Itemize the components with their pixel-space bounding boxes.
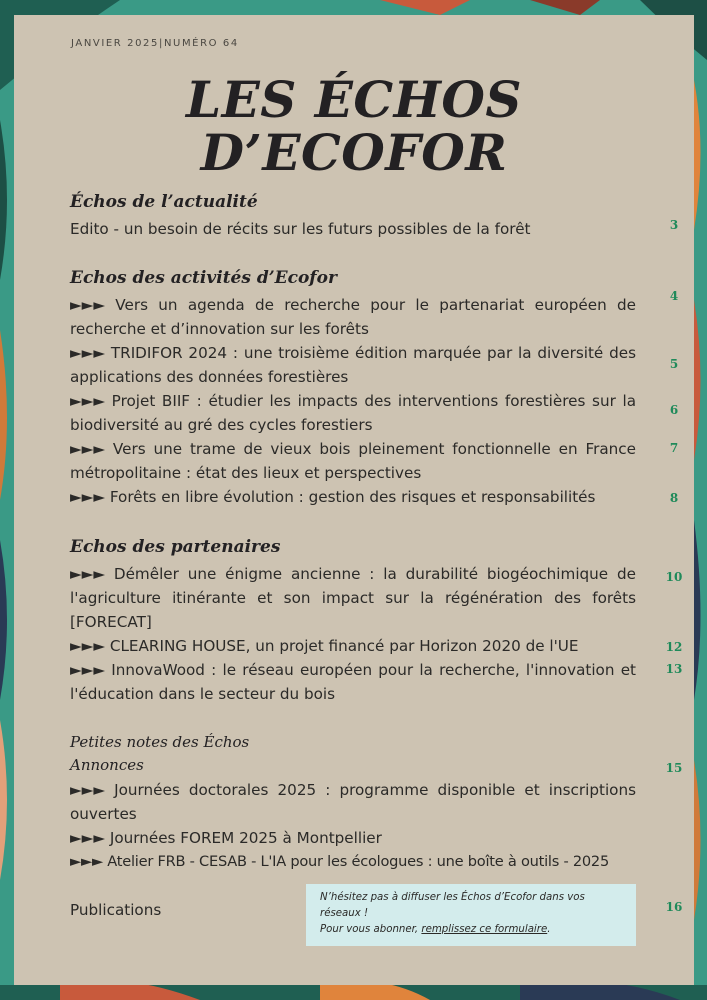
toc-item[interactable]: ►►► TRIDIFOR 2024 : une troisième édition marquée par la diversité des applications des données forestières [70, 344, 636, 386]
page-number[interactable]: 4 [669, 289, 679, 303]
toc-item[interactable]: ►►► InnovaWood : le réseau européen pour la recherche, l'innovation et l'éducation dans le secteur du bois [70, 661, 636, 703]
subscribe-form-link[interactable]: remplissez ce formulaire [421, 924, 548, 935]
section-heading-actualite: Échos de l’actualité [70, 192, 258, 212]
page-number[interactable]: 12 [665, 640, 683, 654]
toc-item[interactable]: Edito - un besoin de récits sur les futurs possibles de la forêt [70, 220, 531, 238]
subscribe-notice [306, 884, 636, 946]
title-line-2: D’ECOFOR [200, 123, 508, 182]
toc-item[interactable]: ►►► Journées doctorales 2025 : programme disponible et inscriptions ouvertes [70, 781, 636, 823]
toc-item[interactable]: ►►► Vers un agenda de recherche pour le partenariat européen de recherche et d’innovation sur les forêts [70, 296, 636, 338]
page-number[interactable]: 8 [669, 491, 679, 505]
issue-date: JANVIER 2025|NUMÉRO 64 [71, 38, 239, 49]
page-number[interactable]: 16 [665, 900, 683, 914]
page-number[interactable]: 13 [665, 662, 683, 676]
toc-item[interactable]: ►►► CLEARING HOUSE, un projet financé par Horizon 2020 de l'UE [70, 637, 579, 655]
page-number[interactable]: 10 [665, 570, 683, 584]
toc-item[interactable]: ►►► Projet BIIF : étudier les impacts des interventions forestières sur la biodiversité au gré des cycles forestiers [70, 392, 636, 434]
toc-item[interactable]: ►►► Atelier FRB - CESAB - L'IA pour les écologues : une boîte à outils - 2025 [70, 853, 609, 870]
section-heading-partenaires: Echos des partenaires [70, 537, 281, 557]
section-heading-activites: Echos des activités d’Ecofor [70, 268, 337, 288]
toc-item[interactable]: ►►► Démêler une énigme ancienne : la durabilité biogéochimique de l'agriculture itinérante et son impact sur la régénération des forêts [FORECAT] [70, 565, 636, 631]
toc-item[interactable]: ►►► Vers une trame de vieux bois pleinement fonctionnelle en France métropolitaine : état des lieux et perspectives [70, 440, 636, 482]
page-number[interactable]: 15 [665, 761, 683, 775]
toc-item[interactable]: ►►► Journées FOREM 2025 à Montpellier [70, 829, 382, 847]
title-line-1: LES ÉCHOS [185, 70, 523, 129]
subheading-annonces: Annonces [70, 756, 144, 774]
toc-item[interactable]: ►►► Forêts en libre évolution : gestion des risques et responsabilités [70, 488, 596, 506]
page-number[interactable]: 7 [669, 441, 679, 455]
notice-prefix: Pour vous abonner, [320, 924, 422, 935]
page-number[interactable]: 6 [669, 403, 679, 417]
newsletter-title [14, 70, 694, 182]
section-heading-petites-notes: Petites notes des Échos [70, 733, 250, 751]
notice-subscribe-line [320, 922, 626, 938]
page-number[interactable]: 5 [669, 357, 679, 371]
page-number[interactable]: 3 [669, 218, 679, 232]
toc-item-publications[interactable]: Publications [70, 901, 162, 919]
newsletter-cover-panel [14, 15, 694, 985]
notice-share-text: N’hésitez pas à diffuser les Échos d’Ecofor dans vos réseaux ! [320, 892, 585, 919]
notice-suffix: . [547, 924, 551, 935]
